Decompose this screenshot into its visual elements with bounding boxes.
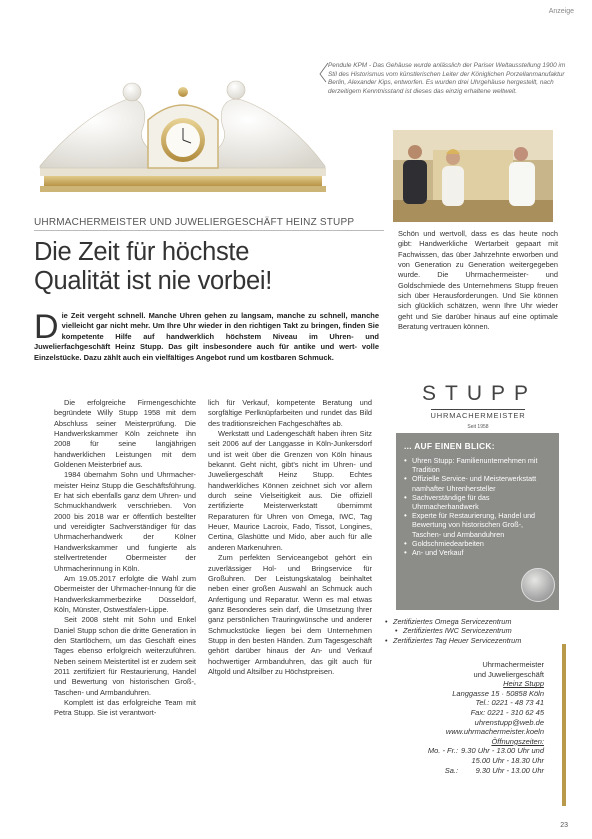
paragraph: Seit 2008 steht mit Sohn und Enkel Daniel Stupp schon die dritte Generation in den Startlöchern, um das Geschäft eines Tages ebenso erfolgreich weiterzuführen. Neben seinem Meistertitel ist er zudem seit 2011 zertifiziert für Restaurierung, Handel und Bewertung von historischen Groß-, Taschen- und Armbanduhren. [54, 615, 196, 697]
article-lead [34, 308, 379, 363]
page-number: 23 [560, 822, 568, 829]
paragraph: Am 19.05.2017 erfolgte die Wahl zum Obermeister der Uhrmacher-Innung für die Handwerkskammerbezirke Düsseldorf, Köln, Münster, Ostwestfalen-Lippe. [54, 573, 196, 614]
headline-line-1: Die Zeit für höchste [34, 238, 250, 266]
list-item: • Goldschmiedearbeiten [404, 539, 551, 548]
article-headline [34, 238, 384, 296]
logo-since: Seit 1958 [467, 424, 489, 430]
paragraph: Werkstatt und Ladengeschäft haben ihren Sitz seit 2006 auf der Langgasse in Köln-Junkersdorf und ist weit über die Grenzen von Köln hinaus bekannt. Geht nicht, gibt's nicht im Uhren- und Juweliergeschäft Heinz Stupp. Echtes handwerkliches Können zeichnet sich vor allem durch seine Vielseitigkeit aus. Die offiziell zertifizierte Meisterwerkstatt übernimmt Reparaturen für Uhren von Omega, IWC, Tag Heuer, Maurice Lacroix, Fado, Tissot, Longines, Certina, Glashütte und Mido, aber auch für alle anderen Markenuhren. [208, 429, 372, 552]
paragraph: 1984 übernahm Sohn und Uhrmacher-meister Heinz Stupp die Geschäftsführung. Er hat sich ebenfalls ganz dem Uhren- und Schmuckhandwerk verschrieben. Von 2000 bis 2018 war er öffentlich bestellter und vereidigter Sachverständiger für das Uhrmacherhandwerk der Kölner Handwerkskammer und fungierte als stellvertretender Obermeister der Uhrmacherinnung in Köln. [54, 470, 196, 573]
article-kicker: UHRMACHERMEISTER UND JUWELIERGESCHÄFT HEINZ STUPP [34, 217, 355, 228]
email-link[interactable]: uhrenstupp@web.de [474, 717, 544, 727]
opening-hours-table [428, 746, 544, 775]
drop-cap: D [34, 308, 59, 346]
gold-accent-bar [562, 644, 566, 806]
paragraph: Zum perfekten Serviceangebot gehört ein zuverlässiger Hol- und Bringservice für Großuhren. Der Leistungskatalog beinhaltet neben einer großen Auswahl an Schmuck auch Anfertigung und Reparatur. Wenn es mal etwas ganz Besonderes sein darf, die Umsetzung Ihrer ganz persönlichen Trauringwünsche und anderer Schmuckstücke liegen bei dem Unternehmen Stupp in den besten Händen. Zum Tagesgeschäft gehört darüber hinaus der An- und Verkauf hochwertiger Armbanduhren, das gilt auch für Altgold und Altsilber zu Höchstpreisen. [208, 553, 372, 676]
info-box [396, 433, 559, 610]
hours-day [428, 756, 461, 766]
logo-tagline: UHRMACHERMEISTER [430, 411, 526, 420]
tel-value[interactable]: 0221 - 48 73 41 [491, 698, 544, 708]
image-caption: Pendule KPM - Das Gehäuse wurde anlässlich der Pariser Weltausstellung 1900 im Stil des Historismus vom künstlerischen Leiter der Königlichen Porzellanmanufaktur Berlin, Alexander Kips, entworfen. Es wurden drei Uhrgehäuse hergestellt, nach derzeitigem Kenntnisstand ist dieses das einzig erhaltene weltweit. [328, 62, 566, 95]
table-row [428, 766, 544, 776]
headline-line-2: Qualität ist nie vorbei! [34, 267, 273, 295]
table-row [428, 746, 544, 756]
contact-line: und Juweliergeschäft [473, 669, 544, 679]
pendulum-clock-image [30, 70, 335, 196]
info-list [404, 456, 551, 557]
list-item: • Zertifiziertes IWC Servicezentrum [385, 626, 565, 635]
article-column-2 [208, 398, 372, 677]
lead-text: ie Zeit vergeht schnell. Manche Uhren gehen zu langsam, manche zu schnell, manche vielleicht gar nicht mehr. Um Ihre Uhr wieder in den richtigen Takt zu bringen, finden Sie kompetente Hilfe auf handwerklich höchstem Niveau im Uhren- und Juwelierfachgeschäft Heinz Stupp. Das gilt insbesondere auch für antike und wert- volle Einzelstücke. Dazu zählt auch ein vielfältiges Angebot rund um kostbaren Schmuck. [34, 311, 379, 362]
contact-address: Langgasse 15 · 50858 Köln [452, 688, 544, 698]
certification-list [385, 617, 565, 645]
list-item: • Experte für Restaurierung, Handel und Bewertung von historischen Groß-, Taschen- und Armbanduhren [404, 511, 551, 539]
paragraph: Die erfolgreiche Firmengeschichte begründete Willy Stupp 1958 mit dem Abschluss seiner Meisterprüfung. Die Handwerkskammer Köln zeichnete ihn 2008 für seine langjährigen handwerklichen Leistungen mit dem Goldenen Meisterbrief aus. [54, 398, 196, 470]
info-box-title: ... AUF EINEN BLICK: [404, 441, 495, 451]
advertisement-label: Anzeige [548, 8, 574, 15]
hours-day: Mo. - Fr.: [427, 746, 459, 756]
list-item: • An- und Verkauf [404, 548, 551, 557]
paragraph: Schön und wertvoll, dass es das heute noch gibt: Handwerkliche Wertarbeit gepaart mit Fachwissen, das über Jahrzehnte erworben und von Generation zu Generation weitergegeben wurde. Die Uhrmachermeister- und Goldschmiede des Unternehmens Stupp freuen sich über Herausforderungen. Und Sie können sich glücklich schätzen, wenn Ihre Uhr wieder geht und Sie darüber hinaus auf eine optimale Beratung vertrauen können. [398, 229, 558, 332]
fax-label: Fax: [470, 707, 486, 717]
paragraph: lich für Verkauf, kompetente Beratung und sorgfältige Perlknüpfarbeiten und rundet das Bild des traditionsreichen Fachgeschäftes ab. [208, 398, 372, 428]
hours-time: 9.30 Uhr - 13.00 Uhr und [461, 746, 544, 756]
team-photo [393, 130, 553, 222]
list-item: • Uhren Stupp: Familienunternehmen mit Tradition [404, 456, 551, 474]
contact-line: Uhrmachermeister [482, 660, 544, 669]
paragraph: Komplett ist das erfolgreiche Team mit Petra Stupp. Sie ist verantwort- [54, 697, 196, 718]
hours-time: 15.00 Uhr - 18.30 Uhr [471, 755, 544, 765]
list-item: • Sachverständige für das Uhrmacherhandwerk [404, 493, 551, 511]
omega-seal-image [521, 568, 555, 602]
logo-wordmark: STUPP [422, 382, 538, 405]
contact-block [384, 660, 544, 775]
tel-label: Tel.: [475, 698, 490, 708]
list-item: • Offizielle Service- und Meisterwerkstatt namhafter Uhrenhersteller [404, 474, 551, 492]
kicker-divider [34, 230, 384, 231]
website-link[interactable]: www.uhrmachermeister.koeln [445, 727, 544, 737]
contact-name: Heinz Stupp [503, 679, 544, 689]
stupp-logo [422, 382, 538, 433]
hours-time: 9.30 Uhr - 13.00 Uhr [475, 765, 544, 775]
table-row [428, 756, 544, 766]
article-column-3 [398, 229, 558, 332]
article-column-1 [54, 398, 196, 719]
hours-title: Öffnungszeiten: [491, 736, 544, 746]
list-item: • Zertifiziertes Tag Heuer Servicezentrum [385, 636, 565, 645]
fax-value: 0221 - 310 62 45 [487, 707, 544, 717]
hours-day: Sa.: [444, 765, 459, 775]
list-item: • Zertifiziertes Omega Servicezentrum [385, 617, 565, 626]
